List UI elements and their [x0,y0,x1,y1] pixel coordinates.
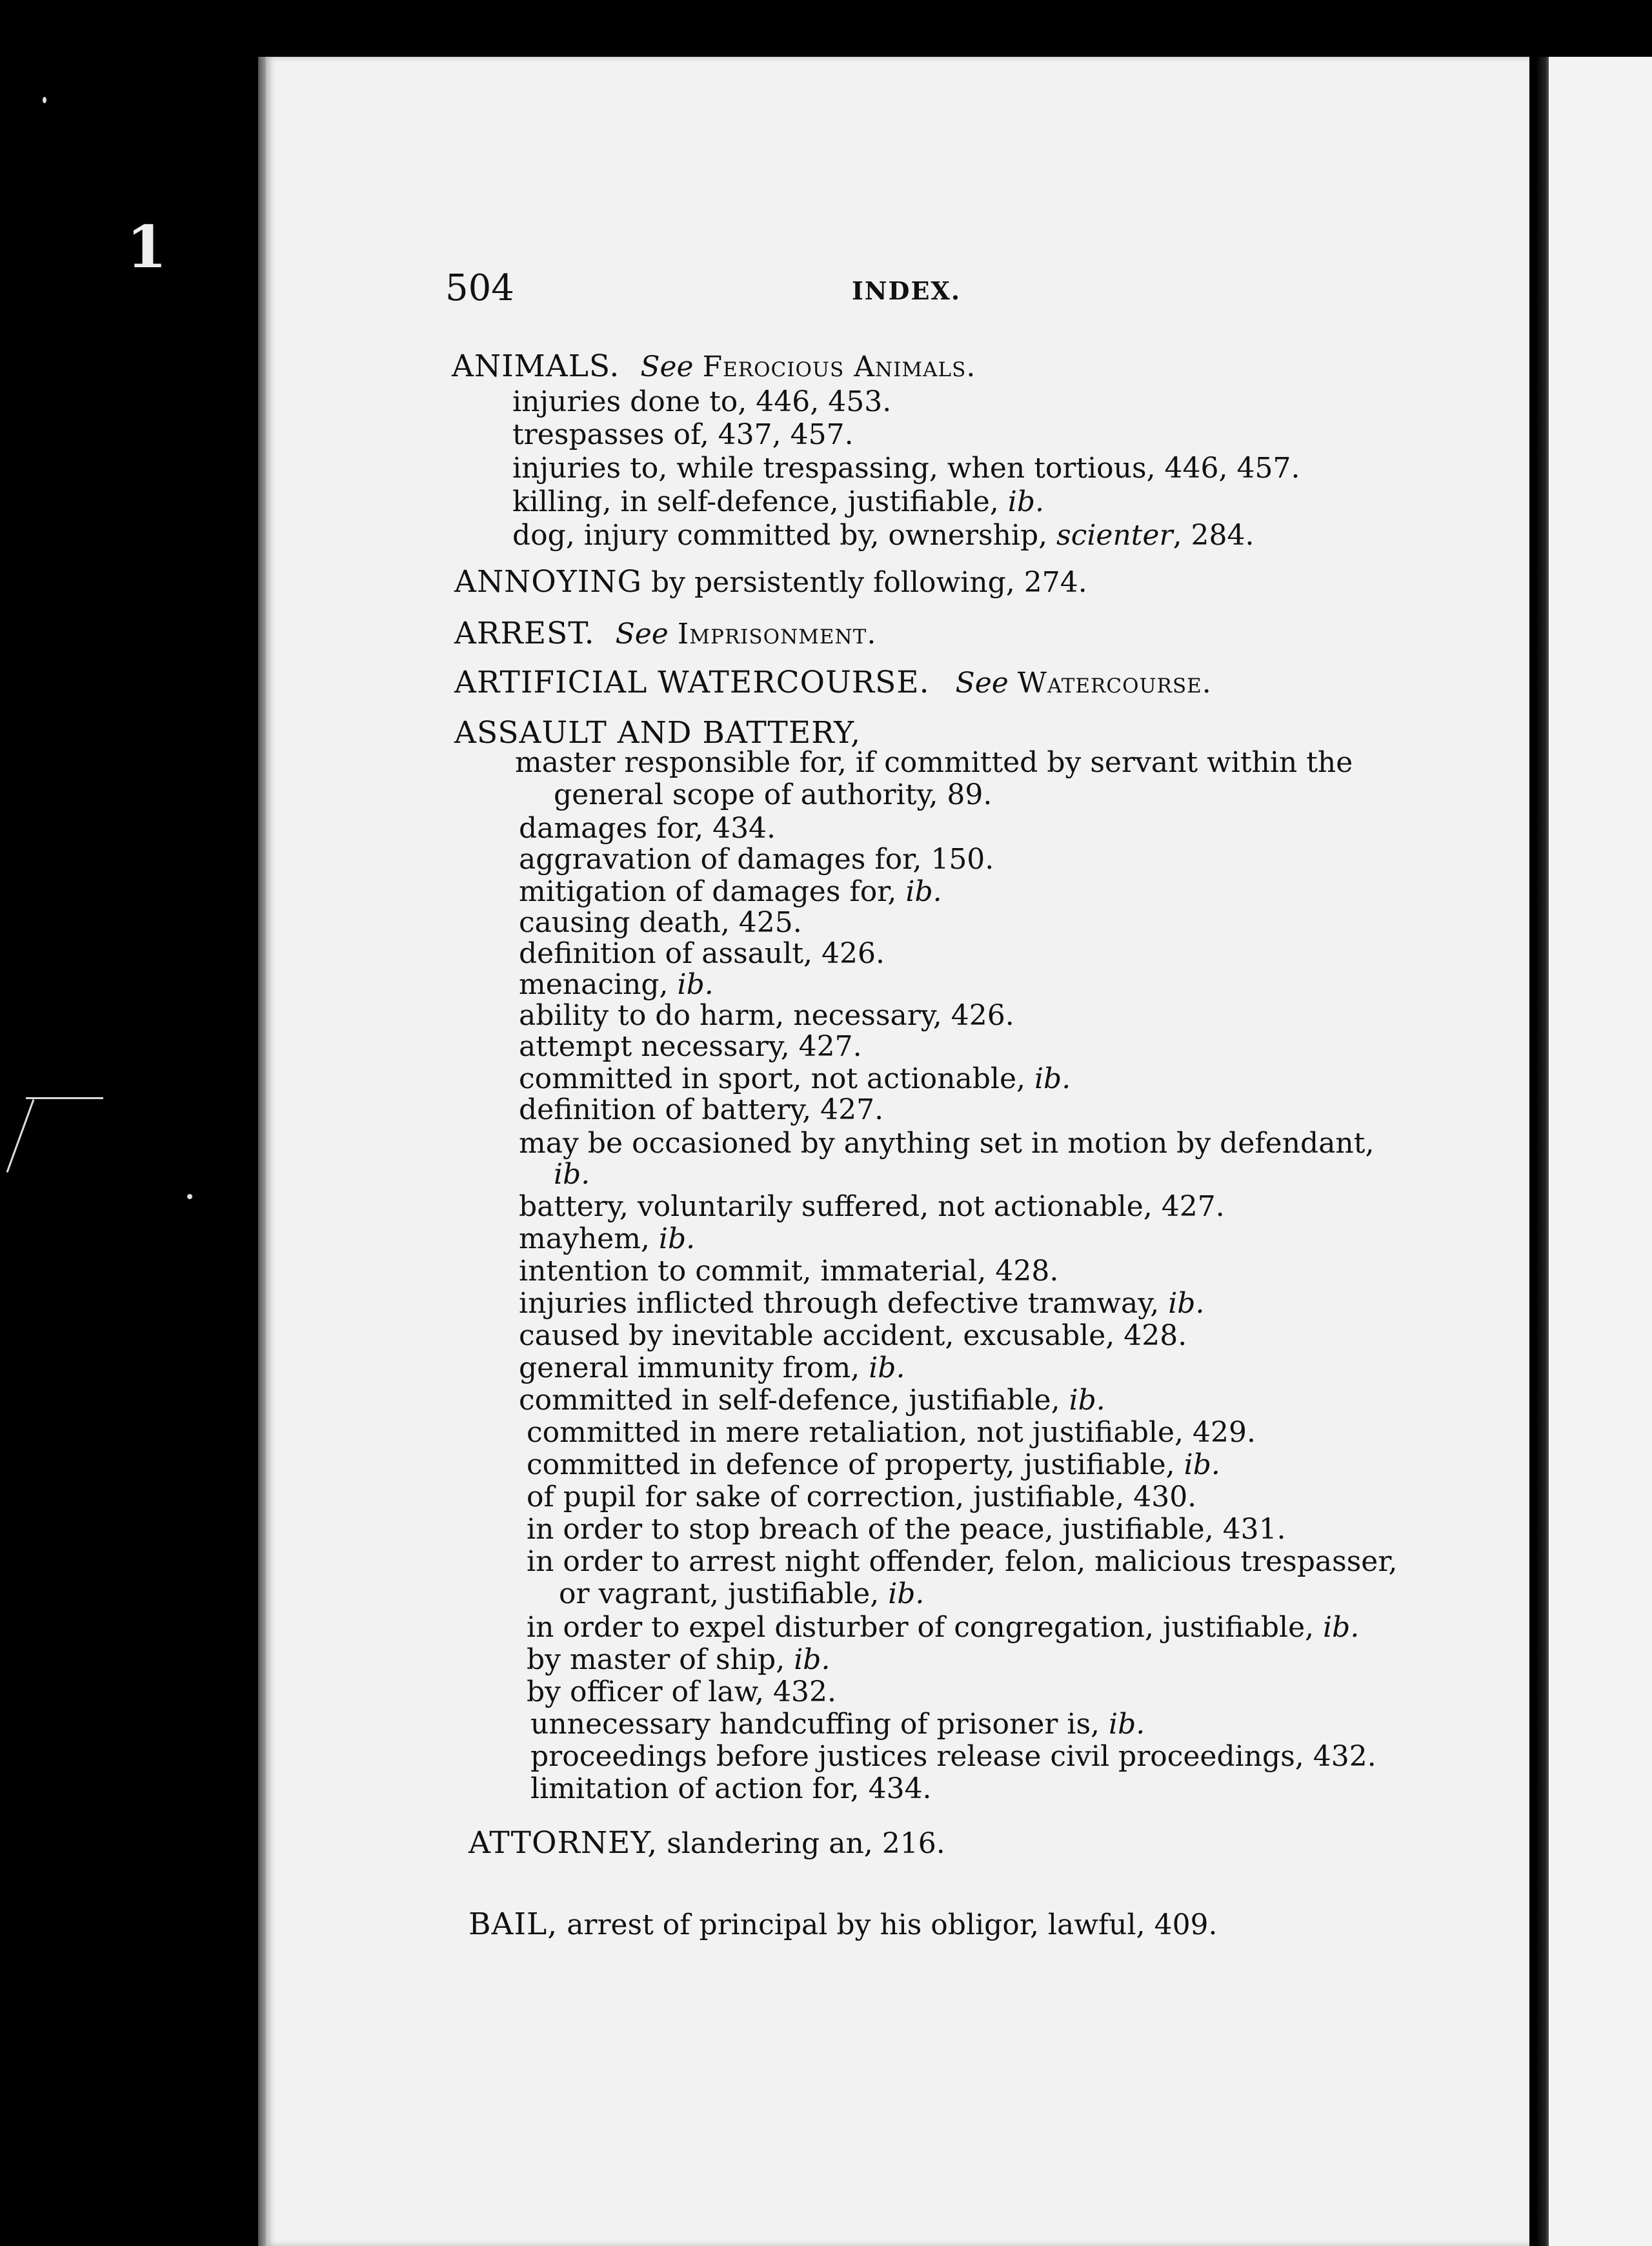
sub-entry: killing, in self-defence, justifiable, ib. [512,485,1045,518]
sub-entry: intention to commit, immaterial, 428. [519,1255,1059,1288]
page-number: 504 [445,267,514,309]
headword: BAIL, [468,1907,558,1942]
headword: ARTIFICIAL WATERCOURSE. [454,665,930,700]
sub-entry: by officer of law, 432. [527,1675,836,1708]
sub-entry: aggravation of damages for, 150. [519,843,994,876]
sub-entry: injuries to, while trespassing, when tortious, 446, 457. [512,452,1300,485]
sub-entry: in order to stop breach of the peace, justifiable, 431. [527,1513,1286,1546]
sub-entry: limitation of action for, 434. [530,1772,932,1805]
entry-artificial-watercourse [454,666,1212,700]
sub-entry: committed in self-defence, justifiable, ib. [519,1384,1105,1417]
spine-mark: 1 [126,213,167,281]
sub-entry: unnecessary handcuffing of prisoner is, ib. [530,1708,1145,1741]
sub-entry: menacing, ib. [519,968,714,1001]
headword: ASSAULT AND BATTERY, [454,715,861,751]
sub-entry: master responsible for, if committed by servant within the [515,746,1353,779]
headword: ATTORNEY, [468,1825,658,1861]
sub-entry-continued: or vagrant, justifiable, ib. [559,1577,925,1610]
entry-arrest [454,617,876,651]
page-content [266,0,1529,2246]
sub-entry: of pupil for sake of correction, justifiable, 430. [527,1481,1197,1513]
sub-entry: damages for, 434. [519,812,776,845]
see-reference: See [615,618,669,651]
running-header [266,267,1529,319]
entry-attorney: ATTORNEY, slandering an, 216. [468,1825,945,1861]
entry-animals [452,350,976,384]
scan-scratch [26,1097,103,1099]
entry-annoying: ANNOYING by persistently following, 274. [454,564,1087,600]
sub-entry: mayhem, ib. [519,1222,696,1255]
sub-entry: injuries inflicted through defective tramway, ib. [519,1287,1205,1320]
headword: ARREST. [454,616,595,651]
sub-entry: dog, injury committed by, ownership, scienter, 284. [512,519,1254,552]
sub-entry: causing death, 425. [519,906,802,939]
sub-entry: in order to expel disturber of congregation, justifiable, ib. [527,1611,1360,1644]
sub-entry: mitigation of damages for, ib. [519,875,942,908]
sub-entry: definition of battery, 427. [519,1093,884,1126]
sub-entry: attempt necessary, 427. [519,1030,862,1063]
sub-entry: general immunity from, ib. [519,1351,905,1384]
sub-entry: definition of assault, 426. [519,937,885,970]
scan-scratch [6,1099,35,1173]
entry-bail: BAIL, arrest of principal by his obligor, lawful, 409. [468,1907,1218,1942]
sub-entry: proceedings before justices release civil proceedings, 432. [530,1740,1376,1773]
see-reference: See [640,350,694,383]
sub-entry: in order to arrest night offender, felon, malicious trespasser, [527,1545,1398,1578]
running-title: INDEX. [852,276,962,305]
sub-entry: may be occasioned by anything set in motion by defendant, [519,1127,1375,1160]
sub-entry-continued: ib. [554,1158,590,1191]
cross-reference: Imprisonment. [677,618,877,651]
sub-entry: committed in mere retaliation, not justifiable, 429. [527,1416,1256,1449]
sub-entry: injuries done to, 446, 453. [512,385,892,418]
cross-reference: Ferocious Animals. [702,350,976,383]
sub-entry: ability to do harm, necessary, 426. [519,999,1014,1032]
sub-entry: trespasses of, 437, 457. [512,418,854,451]
sub-entry: battery, voluntarily suffered, not actionable, 427. [519,1190,1225,1223]
sub-entry: committed in defence of property, justifiable, ib. [527,1448,1220,1481]
headword: ANNOYING [454,564,642,600]
scan-speck [43,97,46,103]
sub-entry: by master of ship, ib. [527,1643,831,1676]
sub-entry: committed in sport, not actionable, ib. [519,1062,1071,1095]
facing-page-edge [1549,57,1652,2246]
scan-speck [187,1194,192,1199]
headword: ANIMALS. [452,349,620,384]
cross-reference: Watercourse. [1017,667,1212,700]
see-reference: See [955,667,1009,700]
sub-entry-continued: general scope of authority, 89. [554,778,992,811]
sub-entry: caused by inevitable accident, excusable, 428. [519,1319,1187,1352]
